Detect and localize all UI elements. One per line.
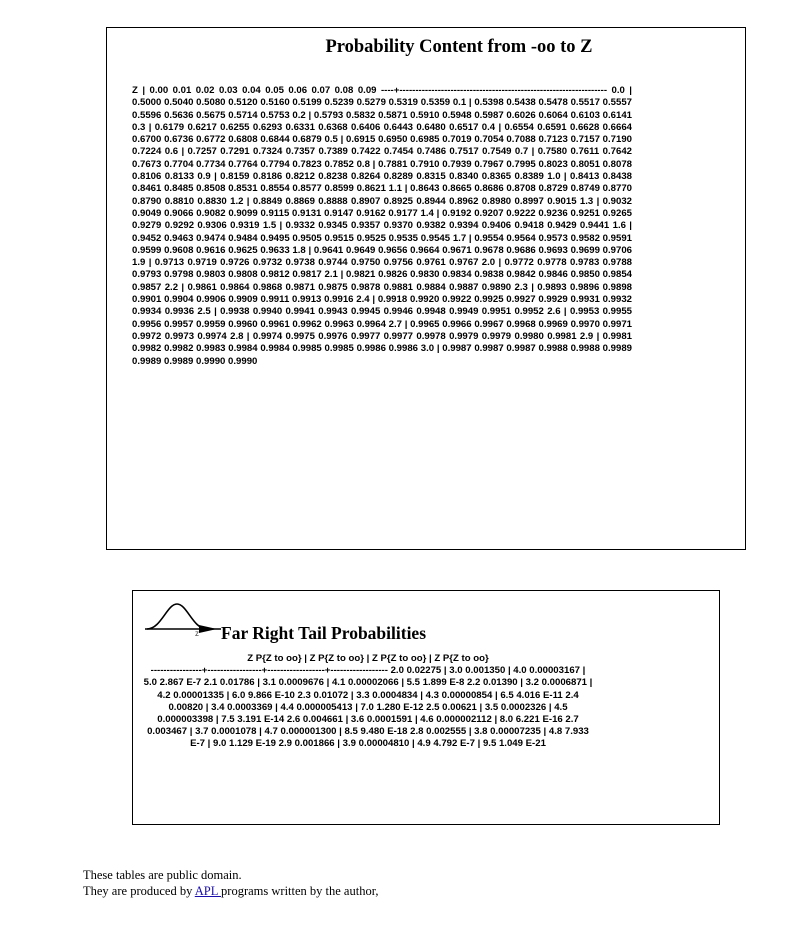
- curve-z-label: z: [195, 629, 199, 637]
- cumulative-table-panel: [106, 27, 746, 550]
- tail-table-header: Z P{Z to oo} | Z P{Z to oo} | Z P{Z to oo} | Z P{Z to oo}: [247, 653, 489, 664]
- footer-line-2: [83, 883, 379, 899]
- footer-line-1: These tables are public domain.: [83, 868, 242, 882]
- tail-table-text: [143, 653, 593, 751]
- normal-curve-icon: [143, 599, 223, 637]
- footer-text-before-link: They are produced by: [83, 884, 195, 898]
- tail-table-body: ----------------+-----------------+------------------+------------------ 2.0 0.02275 | 3.0 0.001350 | 4.0 0.00003167 | 5.0 2.867 E-7 2.1 0.01786 | 3.1 0.0009676 | 4.1 0.00002066 | 5.5 1.899 E-8 2.2 0.01390 | 3.2 0.0006871 | 4.2 0.00001335 | 6.0 9.866 E-10 2.3 0.01072 | 3.3 0.0004834 | 4.3 0.00000854 | 6.5 4.016 E-11 2.4 0.00820 | 3.4 0.0003369 | 4.4 0.000005413 | 7.0 1.280 E-12 2.5 0.00621 | 3.5 0.0002326 | 4.5 0.000003398 | 7.5 3.191 E-14 2.6 0.004661 | 3.6 0.0001591 | 4.6 0.000002112 | 8.0 6.221 E-16 2.7 0.003467 | 3.7 0.0001078 | 4.7 0.000001300 | 8.5 9.480 E-18 2.8 0.002555 | 3.8 0.00007235 | 4.8 7.933 E-7 | 9.0 1.129 E-19 2.9 0.001866 | 3.9 0.00004810 | 4.9 4.792 E-7 | 9.5 1.049 E-21: [143, 665, 593, 750]
- cumulative-table-body: Z | 0.00 0.01 0.02 0.03 0.04 0.05 0.06 0.07 0.08 0.09 ----+----------------------------------------------------------------- 0.0 | 0.5000 0.5040 0.5080 0.5120 0.5160 0.5199 0.5239 0.5279 0.5319 0.5359 0.1 | 0.5398 0.5438 0.5478 0.5517 0.5557 0.5596 0.5636 0.5675 0.5714 0.5753 0.2 | 0.5793 0.5832 0.5871 0.5910 0.5948 0.5987 0.6026 0.6064 0.6103 0.6141 0.3 | 0.6179 0.6217 0.6255 0.6293 0.6331 0.6368 0.6406 0.6443 0.6480 0.6517 0.4 | 0.6554 0.6591 0.6628 0.6664 0.6700 0.6736 0.6772 0.6808 0.6844 0.6879 0.5 | 0.6915 0.6950 0.6985 0.7019 0.7054 0.7088 0.7123 0.7157 0.7190 0.7224 0.6 | 0.7257 0.7291 0.7324 0.7357 0.7389 0.7422 0.7454 0.7486 0.7517 0.7549 0.7 | 0.7580 0.7611 0.7642 0.7673 0.7704 0.7734 0.7764 0.7794 0.7823 0.7852 0.8 | 0.7881 0.7910 0.7939 0.7967 0.7995 0.8023 0.8051 0.8078 0.8106 0.8133 0.9 | 0.8159 0.8186 0.8212 0.8238 0.8264 0.8289 0.8315 0.8340 0.8365 0.8389 1.0 | 0.8413 0.8438 0.8461 0.8485 0.8508 0.8531 0.8554 0.8577 0.8599 0.8621 1.1 | 0.8643 0.8665 0.8686 0.8708 0.8729 0.8749 0.8770 0.8790 0.8810 0.8830 1.2 | 0.8849 0.8869 0.8888 0.8907 0.8925 0.8944 0.8962 0.8980 0.8997 0.9015 1.3 | 0.9032 0.9049 0.9066 0.9082 0.9099 0.9115 0.9131 0.9147 0.9162 0.9177 1.4 | 0.9192 0.9207 0.9222 0.9236 0.9251 0.9265 0.9279 0.9292 0.9306 0.9319 1.5 | 0.9332 0.9345 0.9357 0.9370 0.9382 0.9394 0.9406 0.9418 0.9429 0.9441 1.6 | 0.9452 0.9463 0.9474 0.9484 0.9495 0.9505 0.9515 0.9525 0.9535 0.9545 1.7 | 0.9554 0.9564 0.9573 0.9582 0.9591 0.9599 0.9608 0.9616 0.9625 0.9633 1.8 | 0.9641 0.9649 0.9656 0.9664 0.9671 0.9678 0.9686 0.9693 0.9699 0.9706 1.9 | 0.9713 0.9719 0.9726 0.9732 0.9738 0.9744 0.9750 0.9756 0.9761 0.9767 2.0 | 0.9772 0.9778 0.9783 0.9788 0.9793 0.9798 0.9803 0.9808 0.9812 0.9817 2.1 | 0.9821 0.9826 0.9830 0.9834 0.9838 0.9842 0.9846 0.9850 0.9854 0.9857 2.2 | 0.9861 0.9864 0.9868 0.9871 0.9875 0.9878 0.9881 0.9884 0.9887 0.9890 2.3 | 0.9893 0.9896 0.9898 0.9901 0.9904 0.9906 0.9909 0.9911 0.9913 0.9916 2.4 | 0.9918 0.9920 0.9922 0.9925 0.9927 0.9929 0.9931 0.9932 0.9934 0.9936 2.5 | 0.9938 0.9940 0.9941 0.9943 0.9945 0.9946 0.9948 0.9949 0.9951 0.9952 2.6 | 0.9953 0.9955 0.9956 0.9957 0.9959 0.9960 0.9961 0.9962 0.9963 0.9964 2.7 | 0.9965 0.9966 0.9967 0.9968 0.9969 0.9970 0.9971 0.9972 0.9973 0.9974 2.8 | 0.9974 0.9975 0.9976 0.9977 0.9977 0.9978 0.9979 0.9979 0.9980 0.9981 2.9 | 0.9981 0.9982 0.9982 0.9983 0.9984 0.9984 0.9985 0.9985 0.9986 0.9986 3.0 | 0.9987 0.9987 0.9987 0.9988 0.9988 0.9989 0.9989 0.9989 0.9990 0.9990: [132, 85, 632, 367]
- cumulative-table-title: Probability Content from -oo to Z: [325, 37, 593, 57]
- apl-link[interactable]: APL: [194, 884, 222, 898]
- tail-table-title: Far Right Tail Probabilities: [221, 623, 427, 643]
- footer: [83, 867, 379, 899]
- footer-text-after-link: programs written by the author,: [221, 884, 379, 898]
- tail-table-panel: [132, 590, 720, 825]
